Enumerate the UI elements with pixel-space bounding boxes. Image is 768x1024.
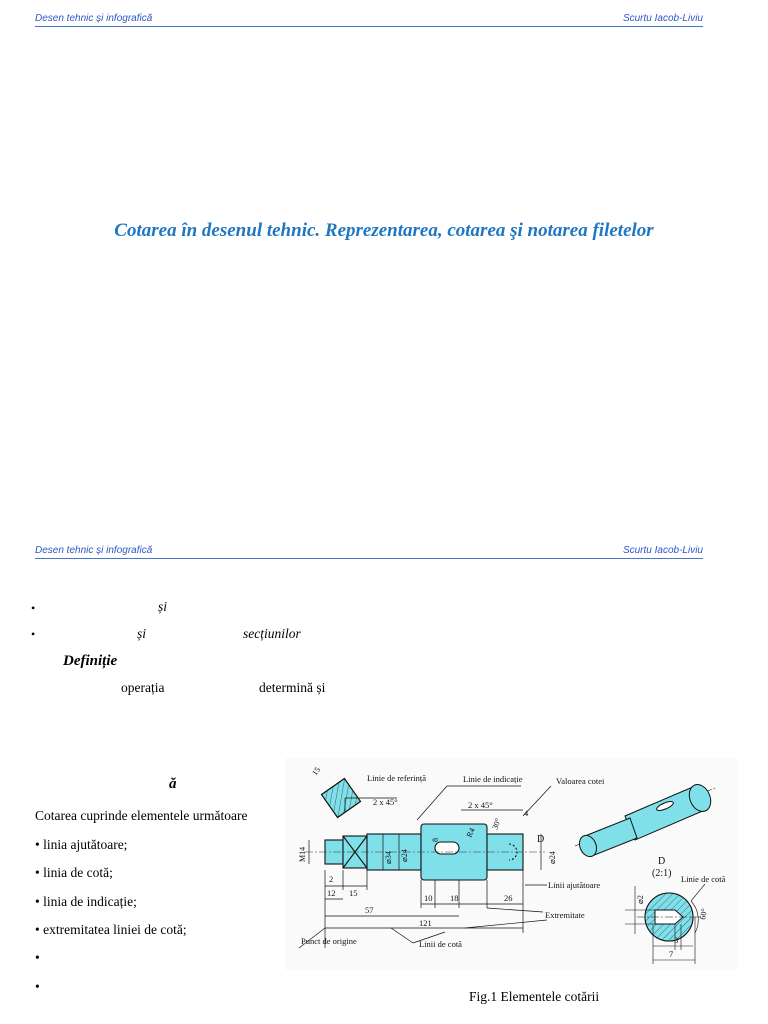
dim-26: 26 [504, 893, 513, 903]
dim-2: 2 [329, 874, 334, 884]
elements-intro: Cotarea cuprinde elementele următoare [35, 808, 248, 823]
definition-heading: Definiție [63, 653, 118, 669]
dim-d2: ⌀2 [636, 895, 645, 904]
bullet-marker-1: • [31, 601, 36, 615]
header-author: Scurtu Iacob-Liviu [622, 13, 703, 24]
bullet-2-fragment-1: și [137, 626, 147, 641]
shaft-drawing [285, 758, 738, 970]
header-author-2: Scurtu Iacob-Liviu [622, 545, 703, 556]
label-indic-line: Linie de indicație [463, 774, 523, 784]
definition-fragment-1: operația [121, 680, 165, 695]
dim-8: 8 [431, 838, 440, 842]
list-item: • linia ajutătoare; [35, 837, 128, 852]
dim-m14: M14 [298, 846, 307, 862]
label-detail-view: D [658, 856, 666, 867]
list-item: • linia de indicație; [35, 894, 137, 909]
dim-sq15: 15 [310, 765, 323, 778]
dim-d34: ⌀34 [384, 851, 393, 864]
dim-4: 4 [524, 808, 529, 818]
label-scale: (2:1) [652, 868, 672, 879]
dim-r4: R4 [464, 826, 477, 839]
list-item: • [35, 950, 40, 965]
label-ref-line: Linie de referință [367, 773, 426, 783]
label-dim-lines: Linii de cotă [419, 939, 462, 949]
label-chamfer-2: 2 x 45° [468, 800, 493, 810]
document-title: Cotarea în desenul tehnic. Reprezentarea, cotarea şi notarea filetelor [114, 220, 654, 241]
list-item: • extremitatea liniei de cotă; [35, 922, 187, 937]
bullet-marker-2: • [31, 627, 36, 641]
header-course-2: Desen tehnic și infografică [35, 545, 153, 556]
definition-fragment-2: determină și [259, 680, 326, 695]
dim-30: 30° [490, 817, 503, 831]
section-heading-fragment: ă [169, 776, 177, 792]
list-item: • linia de cotă; [35, 865, 113, 880]
dim-18: 18 [450, 893, 459, 903]
header-course: Desen tehnic și infografică [35, 13, 153, 24]
label-detail: D [537, 834, 545, 845]
label-origin: Punct de origine [301, 936, 357, 946]
label-extremity: Extremitate [545, 910, 585, 920]
dim-57: 57 [365, 905, 374, 915]
dim-d24-b: ⌀24 [548, 851, 557, 864]
figure-caption: Fig.1 Elementele cotării [469, 989, 600, 1004]
label-chamfer-1: 2 x 45° [373, 797, 398, 807]
dim-15: 15 [349, 888, 358, 898]
dimensioning-figure [285, 758, 738, 970]
bullet-2-fragment-2: secțiunilor [243, 626, 301, 641]
label-dim-line: Linie de cotă [681, 874, 726, 884]
label-value: Valoarea cotei [556, 776, 605, 786]
list-item: • [35, 979, 40, 994]
dim-3: 3 [674, 935, 679, 945]
label-aux-lines: Linii ajutătoare [548, 880, 601, 890]
bullet-1-fragment: și [158, 599, 168, 614]
dim-10: 10 [424, 893, 433, 903]
dim-d24-a: ⌀24 [400, 849, 409, 862]
page-header-2 [35, 545, 703, 559]
dim-121: 121 [419, 918, 432, 928]
page-header [35, 13, 703, 27]
dim-60: 60° [698, 907, 709, 921]
dim-12: 12 [327, 888, 336, 898]
dim-7: 7 [669, 949, 674, 959]
